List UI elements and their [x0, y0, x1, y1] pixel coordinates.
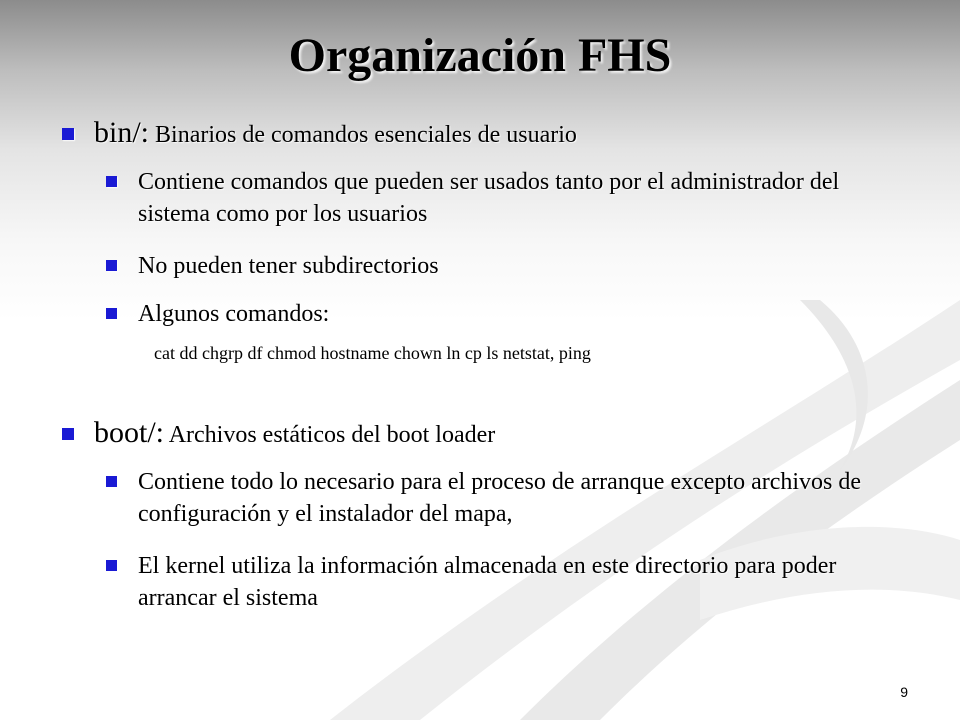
- sub-bullet-text: El kernel utiliza la información almacenada en este directorio para poder arrancar el sistema: [138, 553, 837, 611]
- square-bullet-icon: [62, 428, 74, 440]
- sub-bullet-bin-1: [106, 166, 896, 230]
- dir-name-boot: boot/:: [94, 416, 165, 449]
- bullet-boot-text: [94, 416, 495, 450]
- dir-desc-bin: Binarios de comandos esenciales de usuario: [149, 122, 577, 148]
- sub-bullet-text: Contiene comandos que pueden ser usados tanto por el administrador del sistema como por los usuarios: [138, 169, 840, 227]
- dir-desc-boot: Archivos estáticos del boot loader: [164, 422, 496, 448]
- square-bullet-icon: [106, 176, 117, 187]
- sub-bullet-text: No pueden tener subdirectorios: [138, 253, 439, 279]
- sub-bullet-boot-2: [106, 550, 896, 614]
- sub-bullet-text: Contiene todo lo necesario para el proceso de arranque excepto archivos de configuración y el instalador del mapa,: [138, 469, 862, 527]
- sub-bullet-text: Algunos comandos:: [138, 301, 330, 327]
- sub-bullet-bin-3: [106, 298, 896, 330]
- square-bullet-icon: [106, 308, 117, 319]
- square-bullet-icon: [106, 560, 117, 571]
- page-number: 9: [900, 684, 908, 700]
- bullet-bin-text: [94, 116, 577, 150]
- square-bullet-icon: [106, 260, 117, 271]
- square-bullet-icon: [62, 128, 74, 140]
- dir-name-bin: bin/:: [94, 116, 150, 149]
- commands-list: cat dd chgrp df chmod hostname chown ln cp ls netstat, ping: [154, 343, 591, 363]
- square-bullet-icon: [106, 476, 117, 487]
- slide-title: Organización FHS: [288, 29, 672, 82]
- sub-bullet-bin-2: [106, 250, 896, 282]
- sub-bullet-boot-1: [106, 466, 896, 530]
